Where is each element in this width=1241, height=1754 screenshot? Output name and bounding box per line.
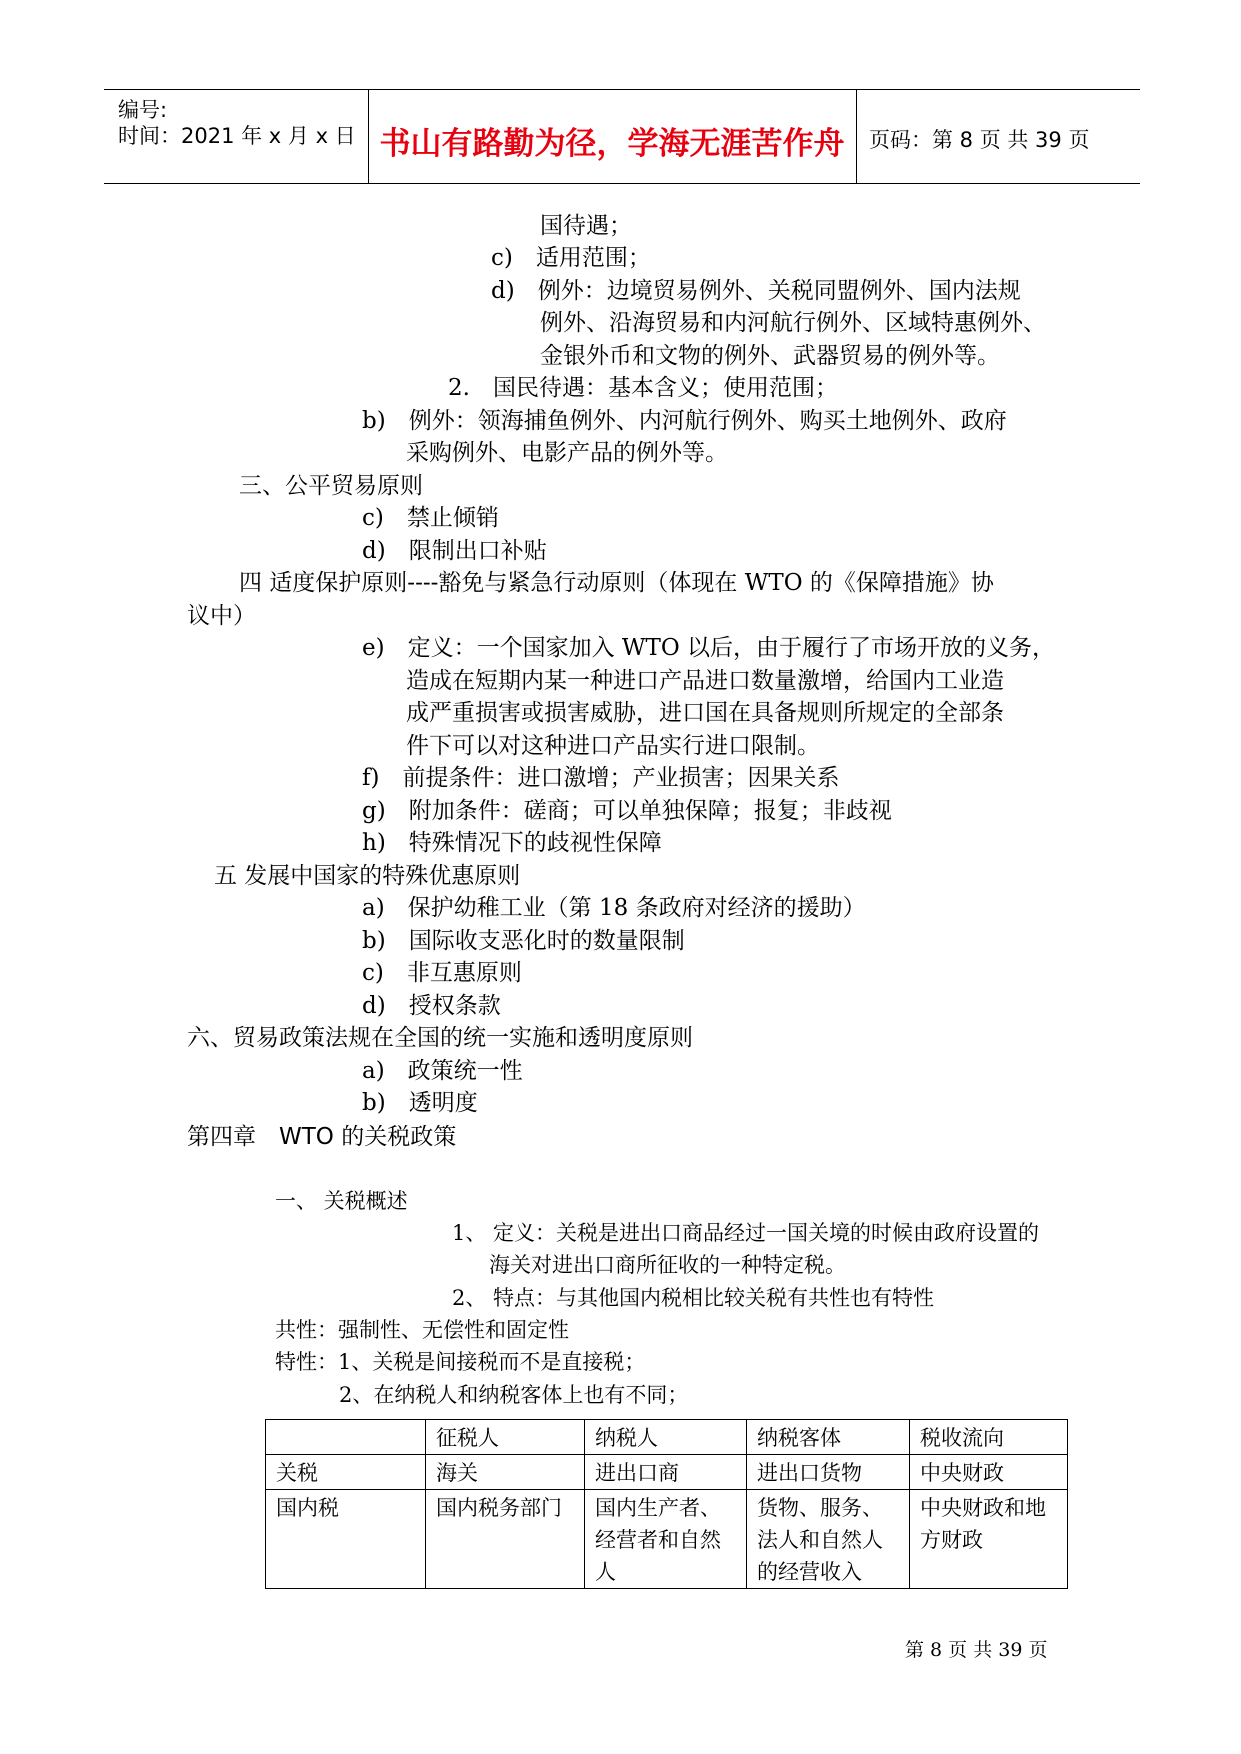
text-line: d) 例外：边境贸易例外、关税同盟例外、国内法规 bbox=[491, 278, 1021, 304]
table-header-cell: 税收流向 bbox=[910, 1420, 1068, 1455]
time-label: 时间：2021 年 x 月 x 日 bbox=[118, 124, 356, 148]
section-heading: 五 发展中国家的特殊优惠原则 bbox=[214, 863, 521, 889]
text-line: d) 授权条款 bbox=[362, 993, 501, 1019]
text-line: 2. 国民待遇：基本含义；使用范围； bbox=[448, 375, 838, 401]
text-line: a) 政策统一性 bbox=[362, 1058, 523, 1084]
text-line: 件下可以对这种进口产品实行进口限制。 bbox=[406, 733, 820, 759]
text-line: 造成在短期内某一种进口产品进口数量激增，给国内工业造 bbox=[406, 668, 1004, 694]
motto: 书山有路勤为径，学海无涯苦作舟 bbox=[379, 126, 845, 162]
text-line: c) 禁止倾销 bbox=[362, 505, 499, 531]
page-header bbox=[104, 89, 1140, 184]
table-header-cell: 纳税客体 bbox=[747, 1420, 910, 1455]
text-line: 国待遇； bbox=[540, 213, 632, 239]
section-heading: 三、公平贸易原则 bbox=[239, 473, 423, 499]
text-line: b) 透明度 bbox=[362, 1090, 478, 1116]
section-heading: 六、贸易政策法规在全国的统一实施和透明度原则 bbox=[187, 1025, 693, 1051]
text-line: d) 限制出口补贴 bbox=[362, 538, 547, 564]
text-line: 成严重损害或损害威胁，进口国在具备规则所规定的全部条 bbox=[406, 700, 1004, 726]
chapter-heading: 第四章 WTO 的关税政策 bbox=[187, 1124, 457, 1150]
header-right-cell bbox=[856, 90, 1140, 183]
text-line: b) 例外：领海捕鱼例外、内河航行例外、购买土地例外、政府 bbox=[362, 408, 1007, 434]
serial-label: 编号: bbox=[118, 98, 168, 122]
table-cell: 进出口货物 bbox=[747, 1455, 910, 1490]
text-line: 1、 定义：关税是进出口商品经过一国关境的时候由政府设置的 bbox=[452, 1221, 1040, 1245]
text-line: c) 适用范围； bbox=[491, 245, 651, 271]
text-line: f) 前提条件：进口激增；产业损害；因果关系 bbox=[362, 765, 840, 791]
table-header-cell: 纳税人 bbox=[585, 1420, 747, 1455]
table-header-cell: 征税人 bbox=[426, 1420, 585, 1455]
header-left-cell bbox=[104, 90, 369, 183]
text-line: g) 附加条件：磋商；可以单独保障；报复；非歧视 bbox=[362, 798, 892, 824]
table-cell: 进出口商 bbox=[585, 1455, 747, 1490]
section-heading: 四 适度保护原则----豁免与紧急行动原则（体现在 WTO 的《保障措施》协 bbox=[239, 570, 994, 596]
text-line: 共性：强制性、无偿性和固定性 bbox=[275, 1318, 569, 1342]
text-line: 例外、沿海贸易和内河航行例外、区域特惠例外、 bbox=[540, 310, 1046, 336]
table-cell: 中央财政和地方财政 bbox=[910, 1490, 1068, 1589]
text-line: e) 定义：一个国家加入 WTO 以后，由于履行了市场开放的义务， bbox=[362, 635, 1056, 661]
text-line: 2、 特点：与其他国内税相比较关税有共性也有特性 bbox=[452, 1286, 935, 1310]
table-cell: 关税 bbox=[266, 1455, 426, 1490]
text-line: b) 国际收支恶化时的数量限制 bbox=[362, 928, 685, 954]
table-row bbox=[266, 1490, 1068, 1589]
text-line: 金银外币和文物的例外、武器贸易的例外等。 bbox=[540, 343, 1000, 369]
text-line: 海关对进出口商所征收的一种特定税。 bbox=[489, 1253, 846, 1277]
text-line: c) 非互惠原则 bbox=[362, 960, 522, 986]
table-cell: 货物、服务、法人和自然人的经营收入 bbox=[747, 1490, 910, 1589]
header-middle-cell bbox=[368, 90, 857, 183]
tax-comparison-table bbox=[265, 1419, 1068, 1589]
table-cell: 中央财政 bbox=[910, 1455, 1068, 1490]
table-cell: 国内生产者、经营者和自然人 bbox=[585, 1490, 747, 1589]
text-line: h) 特殊情况下的歧视性保障 bbox=[362, 830, 662, 856]
table-header-cell bbox=[266, 1420, 426, 1455]
table-cell: 国内税务部门 bbox=[426, 1490, 585, 1589]
table-cell: 海关 bbox=[426, 1455, 585, 1490]
text-line: a) 保护幼稚工业（第 18 条政府对经济的援助） bbox=[362, 895, 866, 921]
table-row bbox=[266, 1455, 1068, 1490]
table-cell: 国内税 bbox=[266, 1490, 426, 1589]
text-line: 2、在纳税人和纳税客体上也有不同； bbox=[339, 1383, 689, 1407]
page-footer: 第 8 页 共 39 页 bbox=[905, 1639, 1048, 1661]
page-number-label: 页码：第 8 页 共 39 页 bbox=[869, 128, 1090, 152]
text-line: 采购例外、电影产品的例外等。 bbox=[406, 440, 728, 466]
table-header-row bbox=[266, 1420, 1068, 1455]
section-heading: 一、 关税概述 bbox=[275, 1189, 408, 1213]
text-line: 特性：1、关税是间接税而不是直接税； bbox=[275, 1350, 646, 1374]
text-line: 议中） bbox=[187, 603, 256, 629]
